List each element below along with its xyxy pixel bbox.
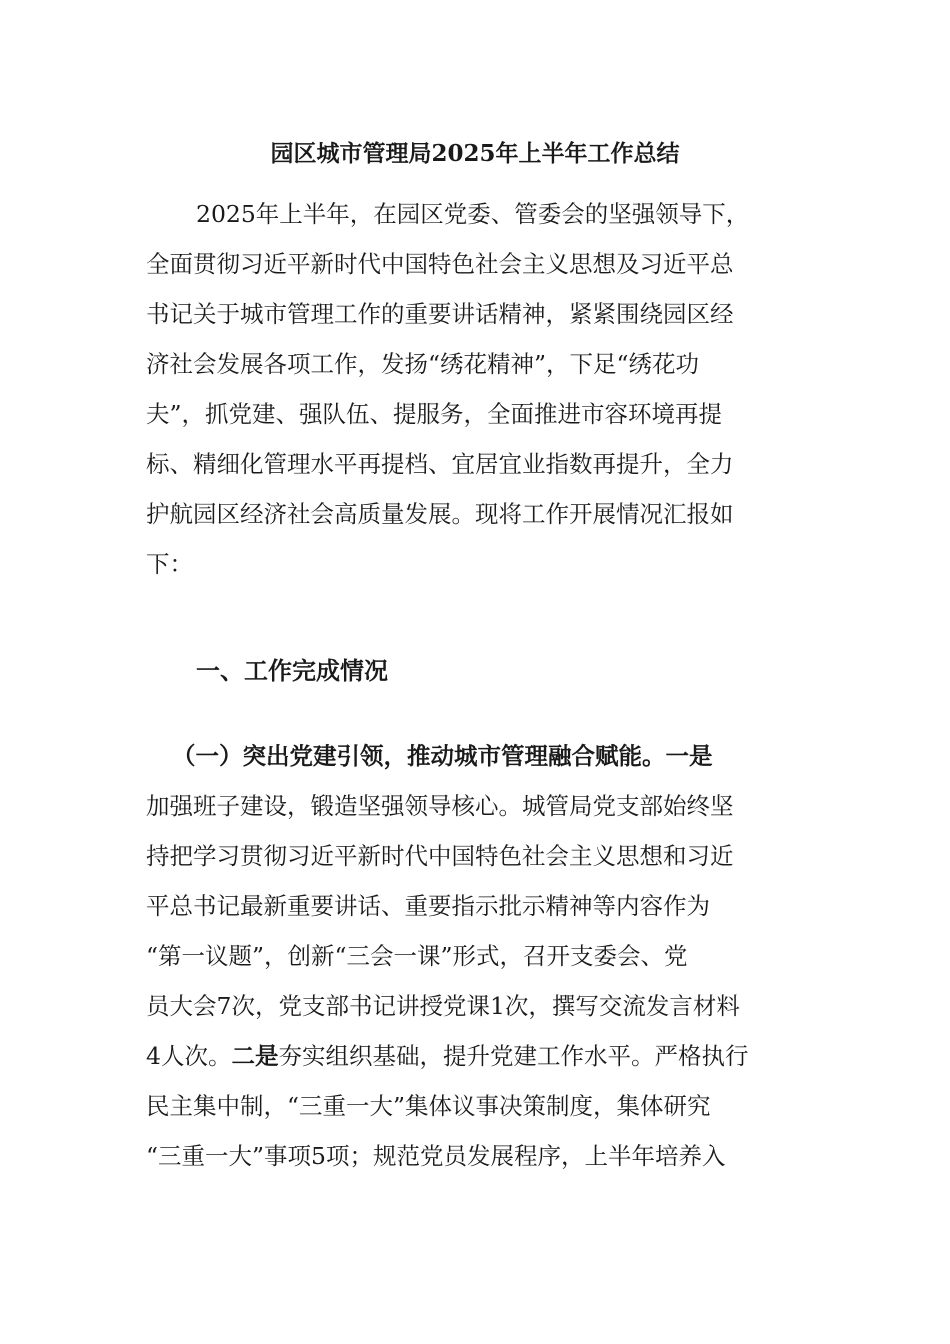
body-line-5: 员大会7次，党支部书记讲授党课1次，撰写交流发言材料 <box>146 992 740 1020</box>
document-title: 园区城市管理局2025年上半年工作总结 <box>270 140 680 167</box>
body-line-6-end: 夯实组织基础，提升党建工作水平。严格执行 <box>278 1042 749 1070</box>
intro-line-6: 标、精细化管理水平再提档、宜居宜业指数再提升，全力 <box>146 450 734 478</box>
body-line-1: 加强班子建设，锻造坚强领导核心。城管局党支部始终坚 <box>146 792 734 820</box>
intro-line-2: 全面贯彻习近平新时代中国特色社会主义思想及习近平总 <box>146 250 734 278</box>
body-line-8: “三重一大”事项5项；规范党员发展程序，上半年培养入 <box>146 1142 726 1170</box>
subsection-heading: （一）突出党建引领，推动城市管理融合赋能。一是 <box>172 742 713 770</box>
intro-line-1: 2025年上半年，在园区党委、管委会的坚强领导下， <box>196 200 750 228</box>
body-line-2: 持把学习贯彻习近平新时代中国特色社会主义思想和习近 <box>146 842 734 870</box>
body-line-3: 平总书记最新重要讲话、重要指示批示精神等内容作为 <box>146 892 710 920</box>
intro-line-7: 护航园区经济社会高质量发展。现将工作开展情况汇报如 <box>146 500 734 528</box>
section-heading: 一、工作完成情况 <box>196 656 388 685</box>
intro-line-5: 夫”，抓党建、强队伍、提服务，全面推进市容环境再提 <box>146 400 723 428</box>
intro-line-4: 济社会发展各项工作，发扬“绣花精神”，下足“绣花功 <box>146 350 700 378</box>
body-line-4: “第一议题”，创新“三会一课”形式，召开支委会、党 <box>146 942 688 970</box>
body-line-7: 民主集中制，“三重一大”集体议事决策制度，集体研究 <box>146 1092 711 1120</box>
body-line-6-start: 4人次。 <box>146 1042 232 1070</box>
body-line-6 <box>146 1036 816 1076</box>
body-line-6-bold: 二是 <box>231 1042 279 1070</box>
intro-line-8: 下： <box>146 550 193 578</box>
intro-line-3: 书记关于城市管理工作的重要讲话精神，紧紧围绕园区经 <box>146 300 734 328</box>
